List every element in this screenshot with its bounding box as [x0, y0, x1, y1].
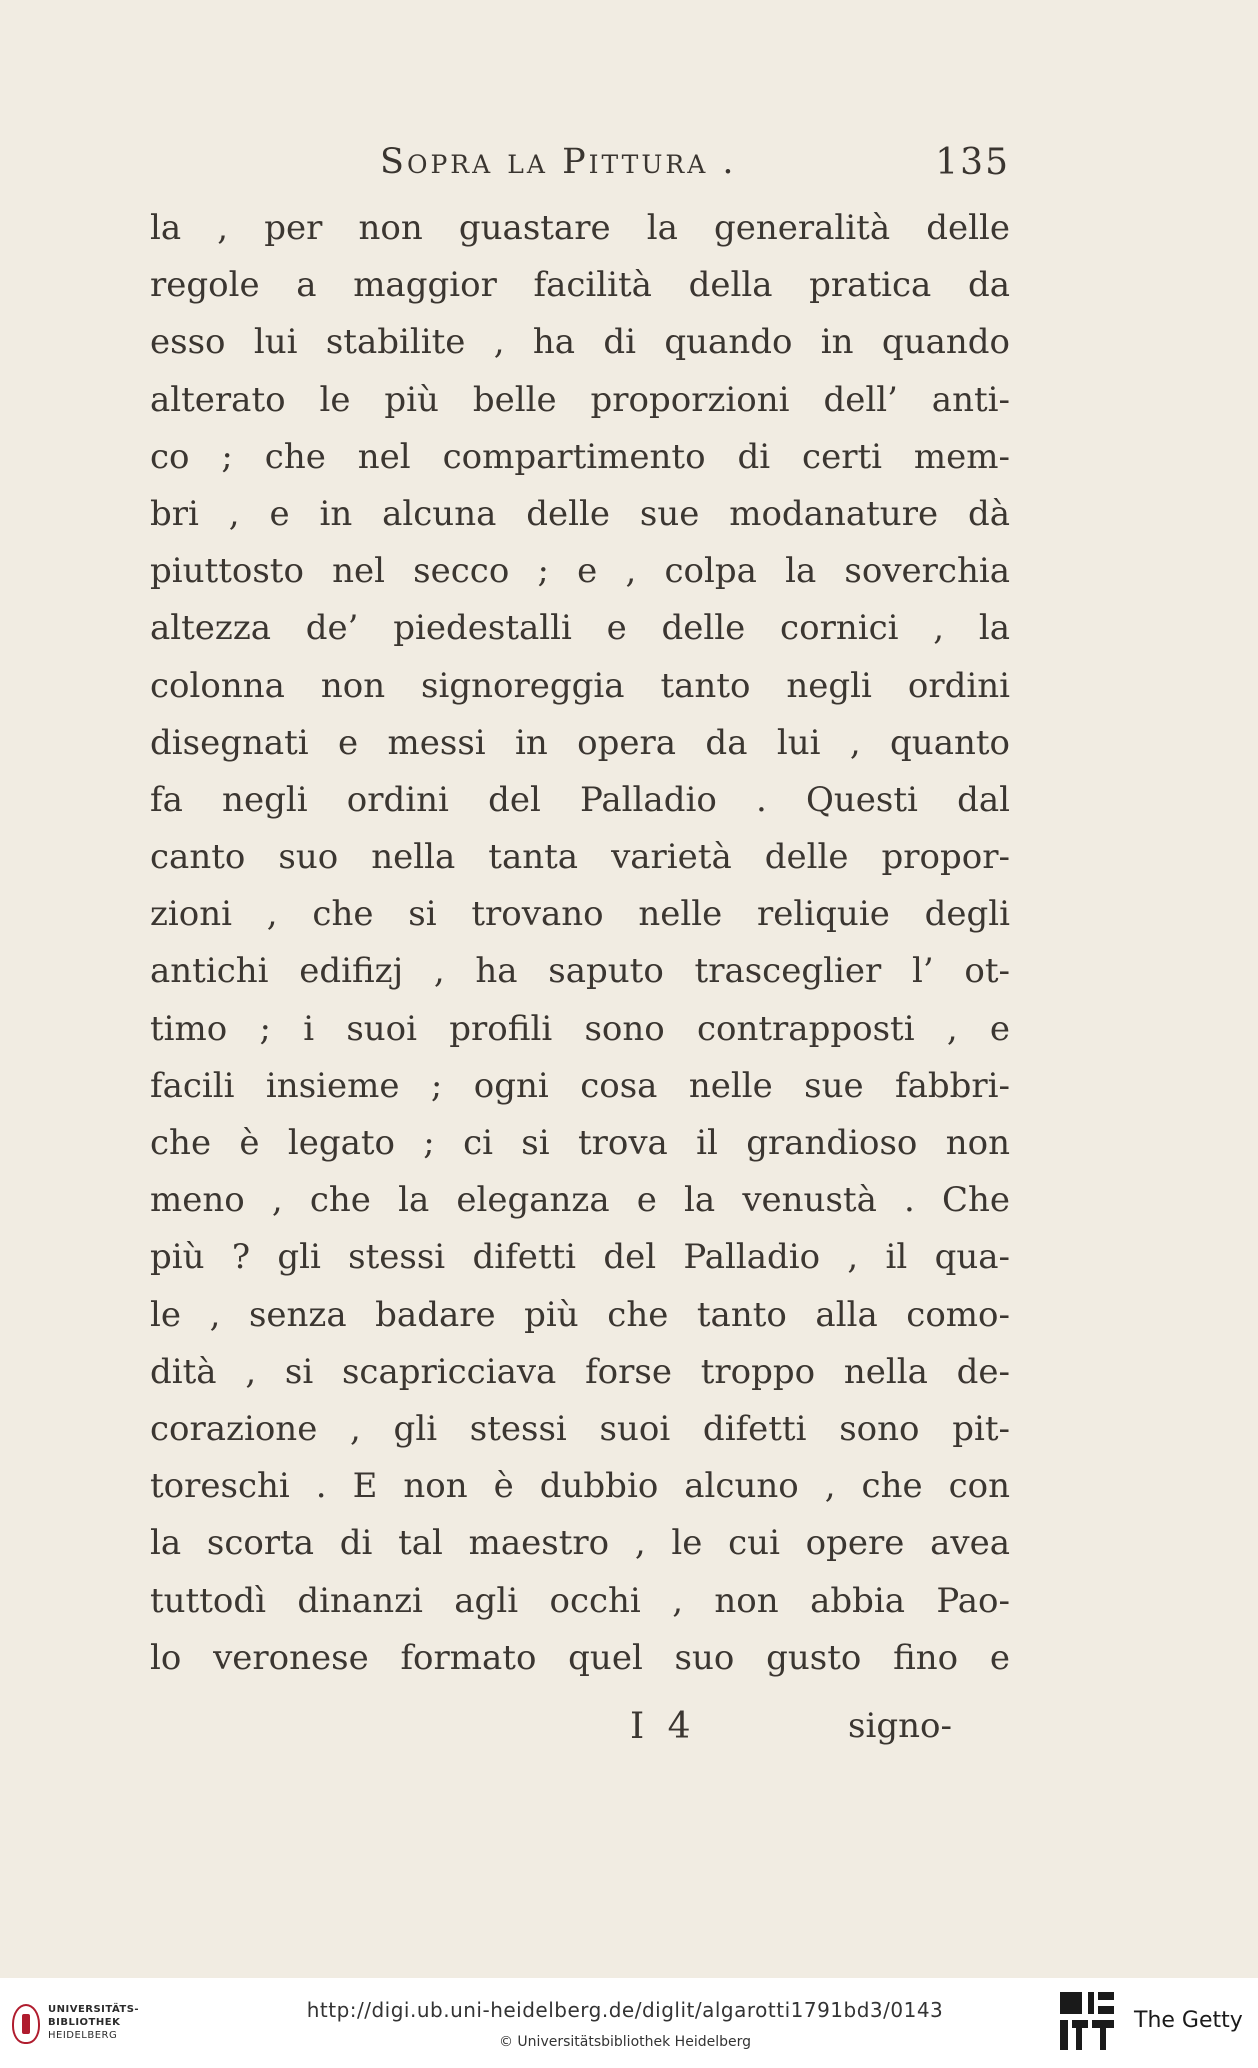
getty-label[interactable]: The Getty	[1134, 2008, 1243, 2033]
text-line: toreschi . E non è dubbio alcuno , che con	[150, 1466, 1010, 1507]
copyright-notice: © Universitätsbibliothek Heidelberg	[498, 2034, 751, 2050]
catchword: signo-	[848, 1706, 952, 1746]
text-line: antichi edifizj , ha saputo trasceglier l’ ot-	[150, 951, 1010, 992]
permalink-url[interactable]: http://digi.ub.uni-heidelberg.de/diglit/algarotti1791bd3/0143	[306, 1998, 944, 2022]
running-head: Sopra la Pittura .	[380, 142, 737, 182]
text-line: la scorta di tal maestro , le cui opere avea	[150, 1523, 1010, 1564]
page-header	[380, 142, 1010, 192]
viewer-footer	[0, 1978, 1258, 2068]
body-text	[150, 200, 1010, 1687]
heidelberg-seal-icon	[12, 2004, 40, 2044]
text-line: esso lui stabilite , ha di quando in quando	[150, 322, 1010, 363]
text-line: più ? gli stessi difetti del Palladio , il qua-	[150, 1237, 1010, 1278]
text-line: timo ; i suoi profili sono contrapposti , e	[150, 1008, 1010, 1049]
logo-line: HEIDELBERG	[48, 2030, 118, 2041]
text-line: canto suo nella tanta varietà delle propor-	[150, 837, 1010, 878]
text-line: tuttodì dinanzi agli occhi , non abbia Pao-	[150, 1580, 1010, 1621]
text-line: lo veronese formato quel suo gusto fino e	[150, 1637, 1010, 1678]
text-line: alterato le più belle proporzioni dell’ anti-	[150, 379, 1010, 420]
text-line: meno , che la eleganza e la venustà . Che	[150, 1180, 1010, 1221]
logo-line: UNIVERSITÄTS-	[48, 2004, 140, 2015]
text-line: piuttosto nel secco ; e , colpa la soverchia	[150, 551, 1010, 592]
text-line: la , per non guastare la generalità delle	[150, 208, 1010, 248]
library-logo[interactable]	[12, 2000, 152, 2050]
text-line: altezza de’ piedestalli e delle cornici , la	[150, 608, 1010, 649]
text-line: disegnati e messi in opera da lui , quanto	[150, 722, 1010, 763]
signature-mark: I 4	[630, 1706, 697, 1747]
text-line: zioni , che si trovano nelle reliquie degli	[150, 894, 1010, 935]
text-line: fa negli ordini del Palladio . Questi dal	[150, 779, 1010, 820]
text-line: co ; che nel compartimento di certi mem-	[150, 436, 1010, 477]
text-line: che è legato ; ci si trova il grandioso non	[150, 1123, 1010, 1163]
getty-logo-icon[interactable]	[1060, 1992, 1114, 2052]
text-line: colonna non signoreggia tanto negli ordini	[150, 665, 1010, 706]
text-line: bri , e in alcuna delle sue modanature dà	[150, 493, 1010, 534]
text-line: facili insieme ; ogni cosa nelle sue fabbri-	[150, 1065, 1010, 1106]
text-line: le , senza badare più che tanto alla como-	[150, 1294, 1010, 1335]
text-line: dità , si scapricciava forse troppo nella de-	[150, 1351, 1010, 1392]
text-line: regole a maggior facilità della pratica da	[150, 265, 1010, 306]
logo-line: BIBLIOTHEK	[48, 2017, 121, 2028]
text-line: corazione , gli stessi suoi difetti sono pit-	[150, 1408, 1010, 1449]
page-number: 135	[935, 142, 1010, 183]
